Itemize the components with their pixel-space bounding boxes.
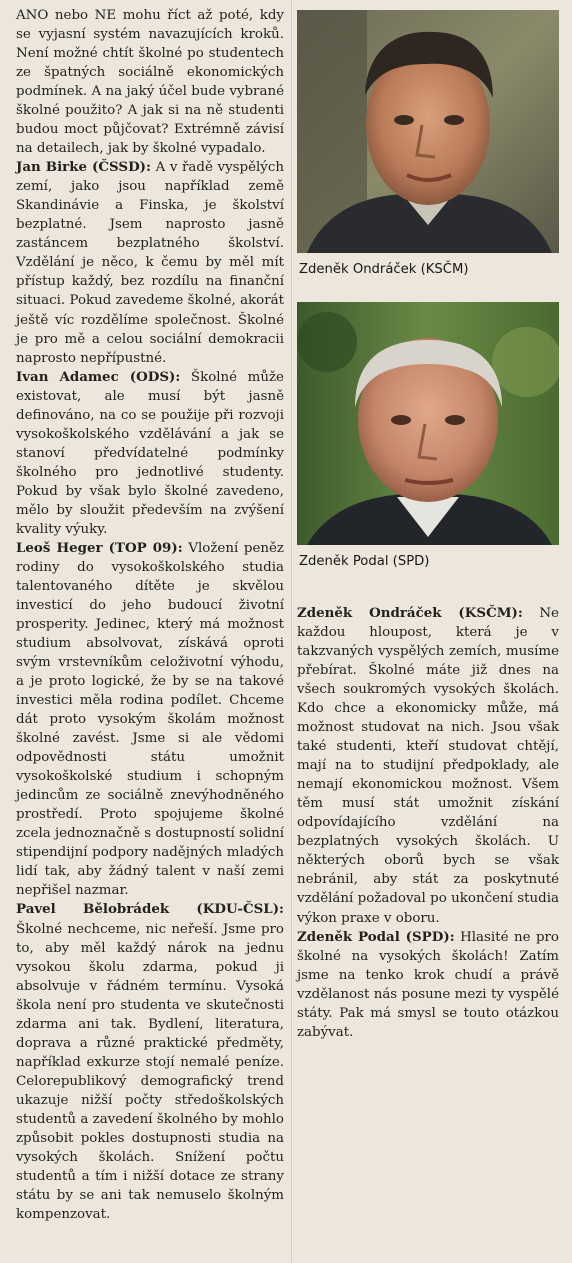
right-column-paragraph	[297, 604, 559, 928]
left-column-paragraph	[16, 539, 284, 901]
photo-caption-ondracek: Zdeněk Ondráček (KSČM)	[299, 262, 469, 277]
right-column-paragraph	[297, 928, 559, 1042]
left-text-column	[16, 6, 284, 1224]
speaker-name: Zdeněk Ondráček (KSČM):	[297, 605, 523, 621]
paragraph-text: Hlasité ne pro školné na vysokých školách! Zatím jsme na tenko krok chudí a právě vzdělanost nás posune mezi ty vyspělé státy. Pak má smysl se touto otázkou zabývat.	[297, 929, 559, 1040]
paragraph-text: A v řadě vyspělých zemí, jako jsou například země Skandinávie a Finska, je školství bezplatné. Jsem naprosto jasně zastáncem bezplatného školství. Vzdělání je něco, k čemu by měl mít přístup každý, bez rozdílu na finanční situaci. Pokud zavedeme školné, akorát ještě víc rozdělíme společnost. Školné je pro mě a celou sociální demokracii naprosto nepřípustné.	[16, 160, 284, 366]
photo-caption-podal: Zdeněk Podal (SPD)	[299, 554, 430, 569]
portrait-podal-image	[297, 302, 559, 545]
paragraph-text: ANO nebo NE mohu říct až poté, kdy se vyjasní systém navazujících kroků. Není možné chtít školné po studentech ze špatných sociálně ekonomických podmínek. A na jaký účel bude vybrané školné použito? A jak si na ně studenti budou moct půjčovat? Extrémně závisí na detailech, jak by školné vypadalo.	[16, 8, 284, 157]
column-divider	[291, 0, 292, 1263]
photo-zdenek-podal	[297, 302, 559, 545]
speaker-name: Zdeněk Podal (SPD):	[297, 928, 455, 945]
left-column-paragraph	[16, 368, 284, 539]
speaker-name: Pavel Bělobrádek (KDU-ČSL):	[16, 901, 284, 918]
speaker-name: Ivan Adamec (ODS):	[16, 368, 181, 385]
left-column-paragraph	[16, 900, 284, 1224]
portrait-ondracek-image	[297, 10, 559, 253]
paragraph-text: Školné může existovat, ale musí být jasně definováno, na co se použije při rozvoji vysokoškolského vzdělávání a jak se stanoví předvídatelné podmínky školného pro jednotlivé studenty. Pokud by však bylo školné zavedeno, mělo by sloužit především na zvýšení kvality výuky.	[16, 369, 284, 537]
left-column-paragraph	[16, 6, 284, 158]
right-text-column	[297, 604, 559, 1042]
paragraph-text: Školné nechceme, nic neřeší. Jsme pro to, aby měl každý nárok na jednu vysokou školu zdarma, pokud ji absolvuje v řádném termínu. Vysoká škola není pro studenta ve skutečnosti zdarma ani tak. Bydlení, literatura, doprava a různé praktické předměty, například exkurze stojí nemalé peníze. Celorepublikový demografický trend ukazuje nižší počty středoškolských studentů a zavedení školného by mohlo způsobit pokles dostupnosti studia na vysokých školách. Snížení počtu studentů a tím i nižší dotace ze strany státu by se ani tak nemuselo školným kompenzovat.	[16, 921, 284, 1222]
speaker-name: Jan Birke (ČSSD):	[16, 159, 151, 176]
paragraph-text: Vložení peněz rodiny do vysokoškolského studia talentovaného dítěte je skvělou investicí do jeho budoucí životní prosperity. Jedinec, který má možnost studium absolvovat, získává oproti svým vrstevníkům celoživotní výhodu, a je proto logické, že by se na takové investici měla rodina podílet. Chceme dát proto vysokým školám možnost školné zavést. Jsme si ale vědomi odpovědnosti státu umožnit vysokoškolské studium i schopným jedincům ze sociálně znevýhodněného prostředí. Proto spojujeme školné zcela jednoznačně s dostupností solidní stipendijní podpory nadějných mladých lidí tak, aby žádný talent v naší zemi nepřišel nazmar.	[16, 540, 284, 899]
paragraph-text: Ne každou hloupost, která je v takzvaných vyspělých zemích, musíme přebírat. Školné máte již dnes na všech soukromých vysokých školách. Kdo chce a ekonomicky může, má možnost studovat na nich. Jsou však také studenti, kteří studovat chtějí, mají na to studijní předpoklady, ale nemají ekonomickou možnost. Všem těm musí stát umožnit získání odpovídajícího vzdělání na bezplatných vysokých školách. U některých oborů bych se však nebránil, aby stát za poskytnuté vzdělání požadoval po ukončení studia výkon praxe v oboru.	[297, 606, 559, 926]
speaker-name: Leoš Heger (TOP 09):	[16, 539, 183, 556]
left-column-paragraph	[16, 158, 284, 367]
photo-zdenek-ondracek	[297, 10, 559, 253]
